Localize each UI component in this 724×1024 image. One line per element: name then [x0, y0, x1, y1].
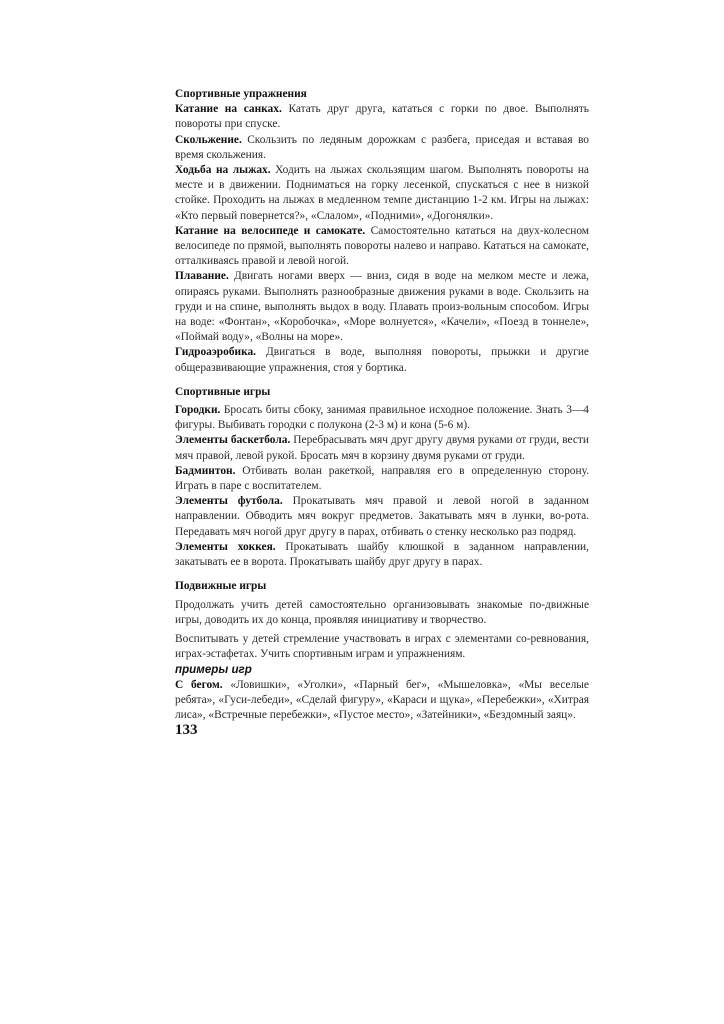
paragraph-football [175, 494, 589, 540]
lead-term: Гидроаэробика. [175, 346, 257, 359]
lead-term: Элементы баскетбола. [175, 434, 291, 447]
paragraph-badminton [175, 464, 589, 494]
lead-term: Городки. [175, 404, 221, 417]
section-heading-active-games: Подвижные игры [175, 580, 267, 593]
section-heading-sport-exercises: Спортивные упражнения [175, 88, 307, 100]
paragraph-text: Перебрасывать мяч друг другу двумя руками от груди, вести мяч правой, левой рукой. Бросать мяч в корзину двумя руками от груди. [175, 434, 589, 462]
paragraph-skiing [175, 163, 589, 224]
paragraph-aqua-aerobics [175, 345, 589, 375]
paragraph-text: Самостоятельно кататься на двух-колесном велосипеде по прямой, выполнять повороты налево и направо. Кататься на самокате, отталкиваясь правой и левой ногой. [175, 224, 589, 268]
paragraph-sliding [175, 133, 589, 163]
lead-term: Скольжение. [175, 133, 242, 146]
paragraph-text: Скользить по ледяным дорожкам с разбега, приседая и вставая во время скольжения. [175, 133, 589, 161]
lead-term: С бегом. [175, 678, 223, 691]
paragraph-running-games [175, 678, 589, 724]
lead-term: Элементы футбола. [175, 495, 283, 508]
paragraph-gorodki [175, 403, 589, 433]
subheading-game-examples: примеры игр [175, 663, 252, 677]
document-page [175, 87, 589, 738]
paragraph-active-games-2: Воспитывать у детей стремление участвовать в играх с элементами со-ревнования, играх-эстафетах. Учить спортивным играм и упражнениям. [175, 632, 589, 661]
paragraph-hockey [175, 540, 589, 570]
paragraph-text: Прокатывать мяч правой и левой ногой в заданном направлении. Обводить мяч вокруг предметов. Закатывать мяч в лунки, во-рота. Передавать мяч ногой друг другу в парах, отбивать о стенку несколько раз подряд. [175, 495, 589, 538]
paragraph-text: Бросать биты сбоку, занимая правильное исходное положение. Знать 3—4 фигуры. Выбивать городки с полукона (2-3 м) и кона (5-6 м). [175, 404, 589, 432]
section-heading-sport-games: Спортивные игры [175, 385, 271, 398]
paragraph-active-games-1: Продолжать учить детей самостоятельно организовывать знакомые по-движные игры, доводить их до конца, проявляя инициативу и творчество. [175, 598, 589, 626]
paragraph-text: Отбивать волан ракеткой, направляя его в определенную сторону. Играть в паре с воспитателем. [175, 464, 589, 493]
paragraph-text: Катать друг друга, кататься с горки по двое. Выполнять повороты при спуске. [175, 103, 589, 131]
paragraph-text: «Ловишки», «Уголки», «Парный бег», «Мышеловка», «Мы веселые ребята», «Гуси-лебеди», «Сделай фигуру», «Караси и щука», «Перебежки», «Хитрая лиса», «Встречные перебежки», «Пустое место», «Затейники», «Бездомный заяц». [175, 678, 589, 721]
paragraph-cycling [175, 224, 589, 270]
lead-term: Бадминтон. [175, 464, 236, 477]
lead-term: Катание на велосипеде и самокате. [175, 224, 366, 237]
lead-term: Элементы хоккея. [175, 540, 276, 553]
paragraph-sledding [175, 102, 589, 132]
paragraph-basketball [175, 433, 589, 463]
lead-term: Ходьба на лыжах. [175, 164, 271, 177]
paragraph-text: Ходить на лыжах скользящим шагом. Выполнять повороты на месте и в движении. Подниматься на горку лесенкой, спускаться с нее в низкой стойке. Проходить на лыжах в медленном темпе дистанцию 1-2 км. Игры на лыжах: «Кто первый повернется?», «Слалом», «Подними», «Догонялки». [175, 164, 589, 222]
paragraph-text: Двигаться в воде, выполняя повороты, прыжки и другие общеразвивающие упражнения, стоя у бортика. [175, 346, 589, 374]
lead-term: Катание на санках. [175, 103, 282, 116]
page-number: 133 [175, 722, 198, 739]
paragraph-text: Двигать ногами вверх — вниз, сидя в воде на мелком месте и лежа, опираясь руками. Выполнять разнообразные движения руками в воде. Скользить на груди и на спине, выполнять выдох в воду. Плавать произ-вольным способом. Игры на воде: «Фонтан», «Коробочка», «Море волнуется», «Качели», «Поезд в тоннеле», «Поймай воду», «Волны на море». [175, 270, 589, 344]
lead-term: Плавание. [175, 270, 229, 283]
paragraph-swimming [175, 269, 589, 345]
paragraph-text: Прокатывать шайбу клюшкой в заданном направлении, закатывать ее в ворота. Прокатывать шайбу друг другу в парах. [175, 540, 589, 569]
